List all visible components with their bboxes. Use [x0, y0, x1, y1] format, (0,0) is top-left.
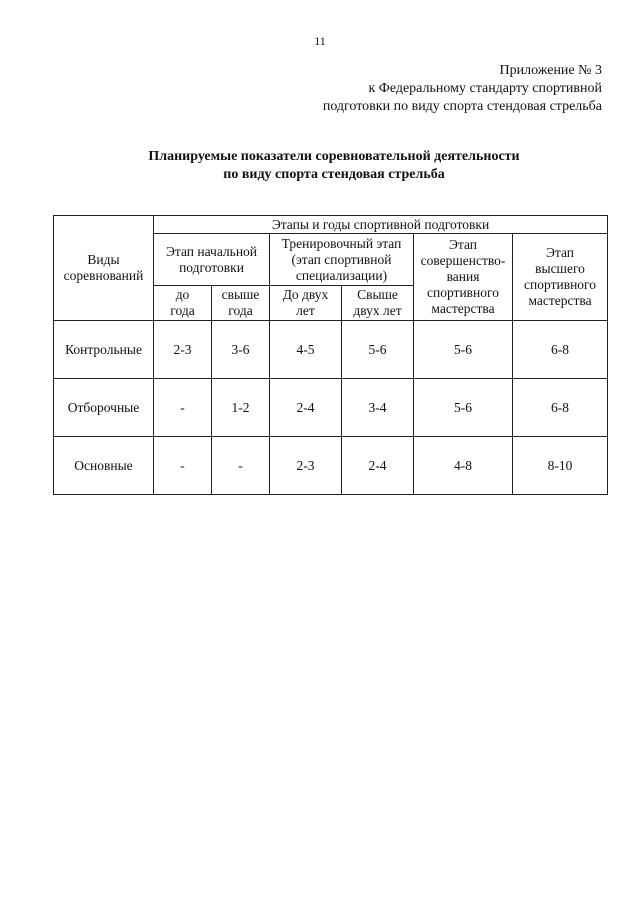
appendix-header — [323, 62, 602, 116]
table-cell: 5-6 — [414, 321, 513, 379]
header-text: специализации) — [295, 267, 388, 283]
table-cell: 2-4 — [342, 437, 414, 495]
header-text: соревнований — [63, 268, 144, 283]
stage-improvement-header — [414, 234, 513, 321]
table-row — [54, 437, 608, 495]
header-text: мастерства — [431, 301, 495, 316]
header-text: Свыше — [357, 287, 398, 302]
table-cell: 1-2 — [212, 379, 270, 437]
table-cell: - — [154, 437, 212, 495]
table-cell: - — [154, 379, 212, 437]
row-label: Основные — [54, 437, 154, 495]
sub-header-cell — [270, 286, 342, 321]
table-cell: 5-6 — [414, 379, 513, 437]
stage-initial-header — [154, 234, 270, 286]
table-cell: 2-3 — [154, 321, 212, 379]
table-row — [54, 379, 608, 437]
sub-header-cell — [154, 286, 212, 321]
table-cell: 2-3 — [270, 437, 342, 495]
row-label: Отборочные — [54, 379, 154, 437]
header-text: вания — [446, 269, 480, 284]
sub-header-cell — [342, 286, 414, 321]
appendix-line: подготовки по виду спорта стендовая стрельба — [322, 99, 602, 114]
header-text: высшего — [535, 261, 585, 276]
table-cell: 6-8 — [513, 379, 608, 437]
header-text: спортивного — [524, 277, 596, 292]
corner-header-cell — [54, 216, 154, 321]
table-cell: 5-6 — [342, 321, 414, 379]
header-text: До двух — [282, 287, 329, 302]
sub-header-cell — [212, 286, 270, 321]
header-text: Этап — [546, 245, 575, 260]
header-text: (этап спортивной — [291, 251, 392, 267]
header-text: двух лет — [353, 303, 402, 318]
header-text: года — [170, 303, 195, 318]
header-text: Этап — [448, 237, 477, 252]
table-cell: 8-10 — [513, 437, 608, 495]
header-text: подготовки — [179, 259, 244, 275]
table-row — [54, 321, 608, 379]
table-cell: 2-4 — [270, 379, 342, 437]
appendix-line: к Федеральному стандарту спортивной — [368, 81, 602, 96]
table-cell: 4-5 — [270, 321, 342, 379]
page-number: 11 — [314, 34, 326, 48]
header-text: до — [175, 287, 190, 302]
header-text: Тренировочный этап — [281, 235, 402, 251]
table-cell: 4-8 — [414, 437, 513, 495]
appendix-line: Приложение № 3 — [499, 63, 602, 78]
table-cell: 3-6 — [212, 321, 270, 379]
header-text: года — [228, 303, 253, 318]
header-text: свыше — [221, 287, 260, 302]
table-cell: - — [212, 437, 270, 495]
header-text: Виды — [87, 252, 120, 267]
header-text: Этап начальной — [165, 243, 258, 259]
title-line: по виду спорта стендовая стрельба — [223, 167, 445, 182]
competition-indicators-table — [53, 215, 608, 495]
row-label: Контрольные — [54, 321, 154, 379]
group-header-cell: Этапы и годы спортивной подготовки — [154, 216, 608, 234]
title-line: Планируемые показатели соревновательной деятельности — [148, 149, 520, 164]
header-text: лет — [296, 303, 315, 318]
document-title — [0, 148, 640, 184]
header-text: спортивного — [427, 285, 499, 300]
stage-training-header — [270, 234, 414, 286]
header-text: мастерства — [528, 293, 592, 308]
header-text: совершенство- — [420, 253, 506, 268]
table-cell: 6-8 — [513, 321, 608, 379]
table-cell: 3-4 — [342, 379, 414, 437]
stage-highest-header — [513, 234, 608, 321]
